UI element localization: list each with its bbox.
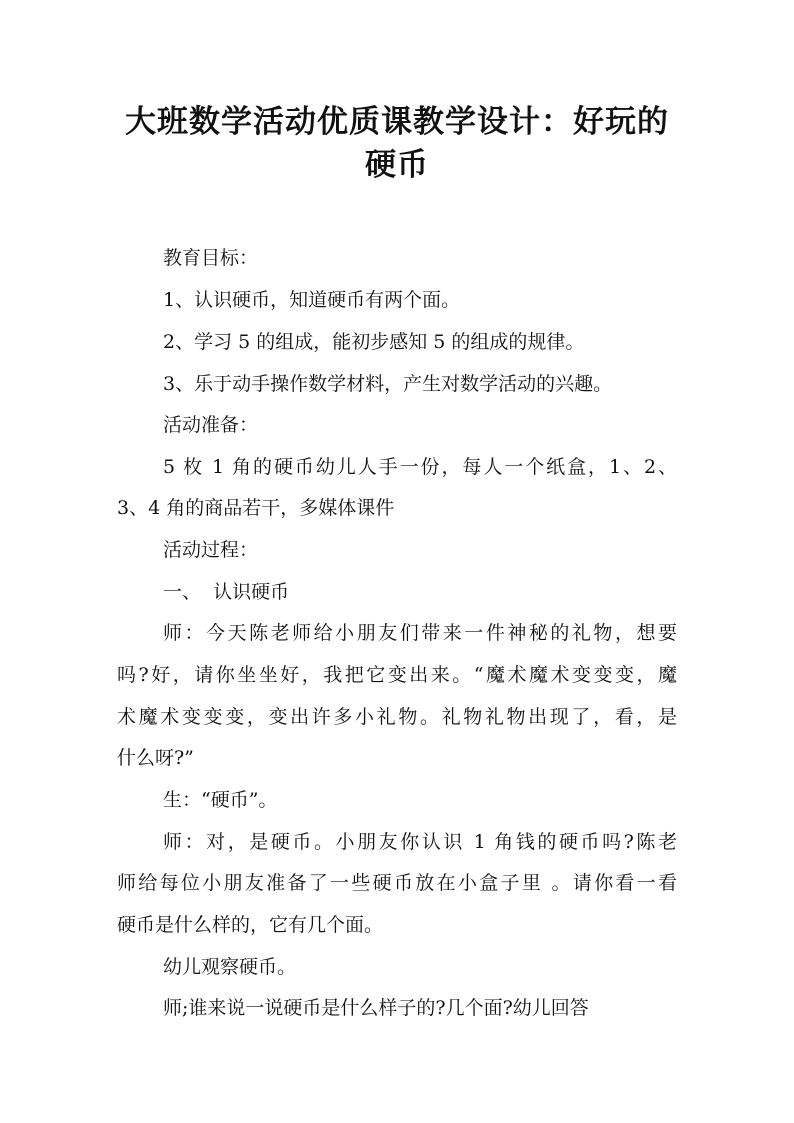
section-heading-process: 活动过程：: [163, 539, 259, 561]
dialogue-line: 硬币是什么样的，它有几个面。: [117, 914, 384, 936]
goal-item-1: 1、认识硬币，知道硬币有两个面。: [163, 289, 461, 311]
document-title-line-1: 大班数学活动优质课教学设计：好玩的: [125, 104, 669, 140]
dialogue-line: 师给每位小朋友准备了一些硬币放在小盒子里 。请你看一看: [117, 872, 677, 894]
dialogue-line: 师;谁来说一说硬币是什么样子的?几个面?幼儿回答: [163, 997, 589, 1019]
goal-item-3: 3、乐于动手操作数学材料，产生对数学活动的兴趣。: [163, 373, 613, 395]
document-title-line-2: 硬币: [365, 147, 429, 183]
dialogue-line: 生：“硬币”。: [163, 789, 278, 811]
dialogue-line: 师：对，是硬币。小朋友你认识 1 角钱的硬币吗?陈老: [163, 831, 677, 853]
dialogue-line: 术魔术变变变，变出许多小礼物。礼物礼物出现了，看，是: [117, 706, 677, 728]
dialogue-line: 吗?好，请你坐坐好，我把它变出来。“魔术魔术变变变，魔: [117, 664, 677, 686]
goal-item-2: 2、学习 5 的组成，能初步感知 5 的组成的规律。: [163, 331, 585, 353]
dialogue-line: 幼儿观察硬币。: [163, 956, 297, 978]
section-heading-preparation: 活动准备：: [163, 414, 259, 436]
preparation-text-line-2: 3、4 角的商品若干，多媒体课件: [117, 497, 395, 519]
dialogue-line: 什么呀?”: [117, 747, 194, 769]
dialogue-line: 师：今天陈老师给小朋友们带来一件神秘的礼物，想要: [163, 622, 677, 644]
process-step-1-heading: 一、 认识硬币: [163, 581, 290, 603]
preparation-text-line-1: 5 枚 1 角的硬币幼儿人手一份，每人一个纸盒，1、2、: [163, 456, 677, 478]
section-heading-goals: 教育目标：: [163, 247, 259, 269]
